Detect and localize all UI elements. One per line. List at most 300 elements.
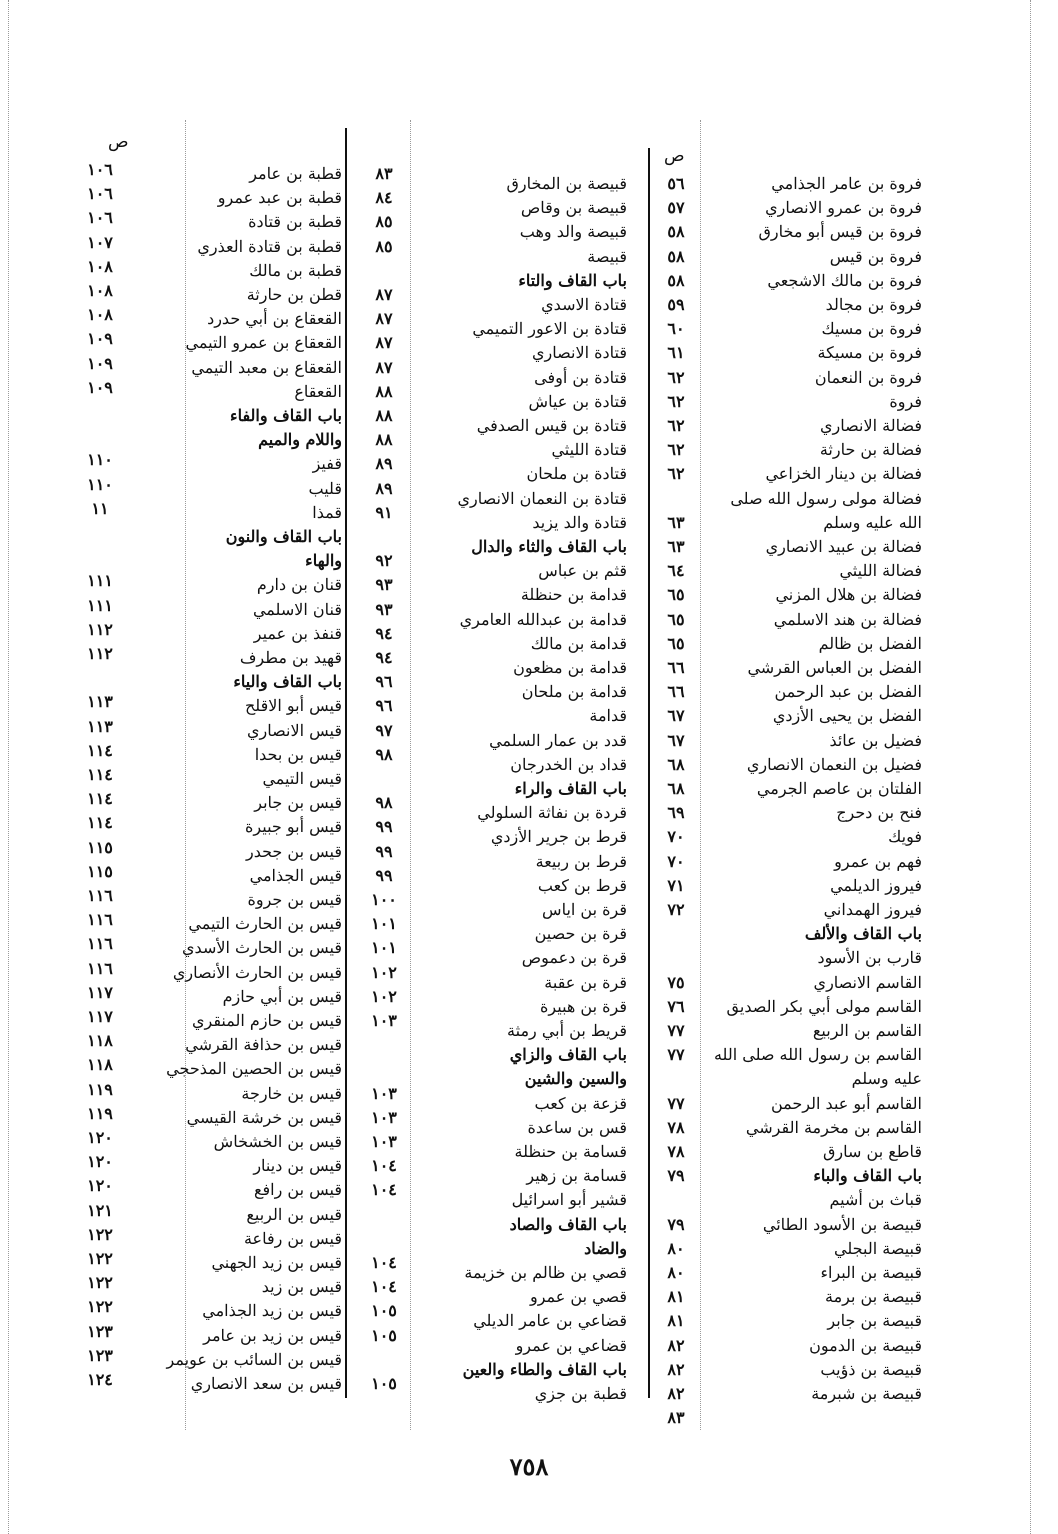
index-entry: القاسم مولى أبي بكر الصديق bbox=[726, 996, 922, 1016]
page-ref-number bbox=[654, 1067, 698, 1091]
page-ref-number: ٦٢ bbox=[667, 391, 685, 411]
index-entry: قضاعي بن عامر الديلي bbox=[473, 1311, 627, 1331]
page-ref-number: ٥٦ bbox=[667, 174, 685, 193]
page-ref-number: ٩٢ bbox=[375, 551, 393, 571]
column-rule-right bbox=[648, 148, 650, 1398]
page-ref-number: ١١٦ bbox=[87, 958, 113, 978]
page-ref-number: ١١٦ bbox=[87, 934, 113, 954]
page-ref-number: ٩٧ bbox=[375, 720, 393, 740]
index-entry: قتادة بن الاعور التميمي bbox=[472, 319, 627, 339]
page-ref-number: ١٢٢ bbox=[87, 1224, 113, 1244]
index-entry: الفضل بن العباس القرشي bbox=[747, 658, 922, 677]
index-entry: قيس بن السائب بن عويمر bbox=[166, 1349, 342, 1369]
page-ref-number bbox=[78, 400, 122, 424]
index-entry: قيس بن الخشخاش bbox=[213, 1132, 342, 1151]
index-entry: قتادة والد يزيد bbox=[532, 512, 627, 532]
index-entry: قيس الجذامي bbox=[249, 865, 342, 885]
index-entry: قيس بن بحدا bbox=[254, 744, 342, 764]
page-ref-number: ١٠٣ bbox=[371, 1011, 397, 1030]
index-entry: قرة بن هبيرة bbox=[540, 996, 627, 1016]
index-entry: قيس بن سعد الانصاري bbox=[190, 1374, 342, 1393]
index-entry: القاسم الانصاري bbox=[813, 972, 922, 992]
index-entry: قضاعي بن عمرو bbox=[515, 1335, 627, 1355]
index-entry: القاسم أبو عبد الرحمن bbox=[770, 1093, 922, 1113]
page-ref-number: ٨٧ bbox=[375, 309, 393, 329]
index-entry: قنفذ بن عمير bbox=[253, 623, 342, 643]
index-entry: قبيصة بن البراء bbox=[820, 1263, 922, 1282]
section-heading: والهاء bbox=[305, 551, 342, 571]
page-ref-number: ٥٧ bbox=[667, 198, 685, 218]
page-ref-number: ٦٨ bbox=[667, 754, 685, 774]
index-entry: قطبة بن جزي bbox=[534, 1384, 627, 1403]
index-entry: قباث بن أشيم bbox=[829, 1190, 922, 1210]
index-entry: فضالة بن هلال المزني bbox=[775, 585, 922, 605]
page-ref-number: ١١١ bbox=[87, 595, 113, 615]
page-numbers-column-4 bbox=[78, 158, 138, 1398]
page-ref-number: ٧٧ bbox=[667, 1021, 685, 1040]
page-ref-number: ٨١ bbox=[667, 1287, 685, 1307]
page-ref-number: ٧٧ bbox=[667, 1093, 685, 1113]
page-ref-number bbox=[654, 487, 698, 511]
index-entry: قيس أبو الاقلح bbox=[244, 696, 342, 716]
index-entry: فضالة مولى رسول الله صلى bbox=[730, 488, 922, 508]
page-ref-number: ١١٧ bbox=[87, 1007, 113, 1026]
index-entry: قيس بن زيد بن عامر bbox=[203, 1325, 342, 1345]
index-entry: قيس بن رفاعة bbox=[243, 1228, 342, 1248]
index-entry: قنان بن دارم bbox=[256, 575, 342, 595]
page-ref-number: ٧٦ bbox=[667, 996, 685, 1016]
page-ref-number: ١٠٨ bbox=[87, 305, 113, 325]
section-heading: باب القاف والنون bbox=[225, 527, 342, 546]
index-entry: فروة bbox=[889, 391, 922, 411]
page-ref-number: ١٠٥ bbox=[371, 1301, 397, 1321]
index-entry: فيروز الهمداني bbox=[823, 900, 922, 919]
page-ref-number: ٦٣ bbox=[667, 537, 685, 556]
index-entry: قبيصة بن ذؤيب bbox=[820, 1359, 922, 1379]
index-entry: فضالة بن دينار الخزاعي bbox=[765, 464, 922, 484]
page-ref-number: ١٠٩ bbox=[87, 377, 113, 397]
index-entry: الفضل بن يحيى الأزدي bbox=[772, 706, 922, 726]
page-ref-number: ١١٩ bbox=[87, 1103, 113, 1123]
page-ref-number: ٧٩ bbox=[667, 1166, 685, 1186]
page-ref-number: ١٢٠ bbox=[87, 1176, 113, 1196]
index-entry: قيس بن رافع bbox=[253, 1180, 342, 1200]
page-ref-number: ٩٣ bbox=[375, 575, 393, 595]
page-ref-number bbox=[362, 1057, 406, 1081]
index-entry: قس بن ساعدة bbox=[527, 1117, 627, 1137]
page-ref-number: ٧٥ bbox=[667, 972, 685, 992]
page-ref-number bbox=[362, 1348, 406, 1372]
index-entry: قسامة بن زهير bbox=[526, 1166, 627, 1186]
page-ref-number: ١١٧ bbox=[87, 982, 113, 1002]
index-entry: القاسم بن رسول الله صلى الله bbox=[713, 1045, 922, 1065]
page-numbers-column-2 bbox=[654, 172, 698, 1428]
index-entry: قمذا bbox=[312, 502, 342, 522]
page-ref-number: ١١٨ bbox=[87, 1031, 113, 1051]
index-entry: قبيصة بن الأسود الطائي bbox=[762, 1214, 922, 1234]
page-ref-number: ٩٤ bbox=[375, 648, 393, 667]
page-ref-number: ١١٤ bbox=[87, 813, 113, 833]
page-number: ٧٥٨ bbox=[509, 1452, 549, 1481]
page-ref-number: ١١٥ bbox=[87, 837, 113, 857]
page-ref-number: ١٢٠ bbox=[87, 1128, 113, 1147]
index-entry: القعقاع bbox=[294, 381, 342, 401]
index-entry: فروة بن مالك الاشجعي bbox=[767, 270, 922, 290]
index-entry: فضالة بن هند الاسلمي bbox=[773, 609, 922, 629]
index-entry: قتادة بن قيس الصدفي bbox=[476, 416, 627, 435]
index-entry: قتادة الانصاري bbox=[532, 343, 627, 363]
index-entry: فروة بن قيس bbox=[829, 246, 922, 266]
page-ref-number: ٩٩ bbox=[375, 841, 393, 861]
page-ref-number: ٦٢ bbox=[667, 440, 685, 460]
index-entry: الله عليه وسلم bbox=[823, 512, 922, 532]
section-heading: باب القاف والصاد bbox=[509, 1214, 627, 1234]
page-ref-number: ٦٥ bbox=[667, 585, 685, 605]
index-entry: قثم بن عباس bbox=[538, 561, 627, 581]
scan-edge-right bbox=[1030, 0, 1031, 1534]
page-ref-number: ٨٢ bbox=[667, 1359, 685, 1379]
page-ref-number: ١٠٤ bbox=[371, 1156, 397, 1176]
section-heading: والسين والشين bbox=[524, 1069, 627, 1089]
index-entry: قيس بن دينار bbox=[253, 1156, 342, 1176]
page-ref-number bbox=[654, 922, 698, 946]
page-ref-number: ١١٣ bbox=[87, 692, 113, 712]
index-entry: قيس بن الحارث الأنصاري bbox=[172, 962, 342, 982]
page-ref-number bbox=[654, 946, 698, 970]
page-ref-number: ١٠٧ bbox=[87, 232, 113, 252]
index-entry: قيس بن جحدر bbox=[245, 841, 342, 861]
index-entry: قليب bbox=[308, 478, 342, 498]
page-ref-number bbox=[78, 545, 122, 569]
index-entry: قطن بن حارثة bbox=[246, 285, 342, 304]
index-entry: قتادة الليثي bbox=[551, 440, 627, 460]
index-entry: قرة بن اياس bbox=[542, 900, 627, 919]
index-entry: قتادة بن ملحان bbox=[526, 464, 627, 484]
index-entry: قطبة بن عبد عمرو bbox=[217, 188, 342, 208]
index-entry: قرط بن جرير الأزدي bbox=[490, 827, 627, 847]
index-entry: قارب بن الأسود bbox=[817, 948, 922, 968]
page-ref-number: ٦٥ bbox=[667, 633, 685, 653]
index-entry: قيس الانصاري bbox=[247, 720, 342, 740]
page-ref-number: ٨٩ bbox=[375, 478, 393, 498]
index-entry: قتادة بن أوفى bbox=[534, 367, 627, 387]
section-heading: باب القاف والفاء bbox=[230, 406, 342, 425]
page-ref-number: ١٢٣ bbox=[87, 1321, 113, 1341]
page-ref-number: ٩٣ bbox=[375, 599, 393, 619]
index-entry: فضالة بن حارثة bbox=[819, 440, 922, 460]
page-ref-number: ٨٧ bbox=[375, 357, 393, 377]
index-entry: قدامة بن مالك bbox=[530, 633, 627, 653]
index-entry: القعقاع بن معبد التيمي bbox=[191, 357, 342, 377]
index-entry: فضالة الانصاري bbox=[820, 416, 922, 435]
page-ref-number bbox=[654, 1188, 698, 1212]
page-ref-number: ١٠٣ bbox=[371, 1107, 397, 1127]
page-ref-number: ١٠٢ bbox=[371, 962, 397, 982]
page-ref-number: ٨٢ bbox=[667, 1384, 685, 1403]
page-ref-number: ٨٥ bbox=[375, 212, 393, 232]
page-ref-number: ١٠٩ bbox=[87, 353, 113, 373]
index-entry: فروة بن النعمان bbox=[814, 367, 922, 387]
index-entry: قيس بن الربيع bbox=[246, 1204, 342, 1224]
index-entry: قداد بن الخدرجان bbox=[510, 754, 627, 774]
page-ref-number bbox=[362, 767, 406, 791]
page-ref-number: ٩٨ bbox=[375, 793, 393, 813]
index-entry: عليه وسلم bbox=[851, 1069, 922, 1089]
page-ref-number: ١١١ bbox=[87, 571, 113, 591]
page-ref-number: ١١٢ bbox=[87, 619, 113, 639]
page-ref-number bbox=[362, 1203, 406, 1227]
page-ref-number: ١١٨ bbox=[87, 1055, 113, 1075]
page-ref-number: ١٠٦ bbox=[87, 208, 113, 228]
section-heading: باب القاف والألف bbox=[804, 924, 922, 944]
page-ref-number: ٧٠ bbox=[667, 827, 685, 847]
index-entry: فويك bbox=[888, 827, 922, 847]
index-entry: قرة بن حصين bbox=[534, 924, 627, 944]
index-entry: قصي بن عمرو bbox=[529, 1287, 627, 1307]
page-ref-number: ٦٩ bbox=[667, 803, 685, 823]
index-entry: قبيصة البجلي bbox=[834, 1238, 922, 1258]
page-ref-number: ١٠٤ bbox=[371, 1277, 397, 1297]
page-ref-number bbox=[362, 1033, 406, 1057]
page-label-header-right: ص bbox=[664, 146, 685, 166]
page-ref-number: ١١٢ bbox=[87, 644, 113, 663]
page-ref-number: ١٠٦ bbox=[87, 160, 113, 179]
page-ref-number: ٨٧ bbox=[375, 333, 393, 353]
page-ref-number: ٨٤ bbox=[375, 188, 393, 208]
section-heading: باب القاف والراء bbox=[514, 779, 627, 798]
index-entry: قبيصة بن الدمون bbox=[809, 1335, 922, 1355]
index-entry: الفلتان بن عاصم الجرمي bbox=[756, 779, 922, 798]
index-entry: فروة بن عمرو الانصاري bbox=[765, 198, 922, 218]
page-ref-number: ١٢٤ bbox=[87, 1370, 113, 1389]
section-heading: باب القاف والطاء والعين bbox=[462, 1359, 627, 1379]
page-ref-number: ٨٢ bbox=[667, 1335, 685, 1355]
section-heading: باب القاف والزاي bbox=[509, 1045, 627, 1065]
index-entry: قيس التيمي bbox=[262, 769, 342, 788]
index-entry: قيس بن زيد الجذامي bbox=[202, 1301, 342, 1321]
index-entry: قيس بن زيد bbox=[261, 1277, 342, 1297]
page-ref-number: ١٢٢ bbox=[87, 1249, 113, 1268]
index-entry: قرة بن عقبة bbox=[544, 972, 627, 992]
page-ref-number: ٦٢ bbox=[667, 464, 685, 484]
page-ref-number: ٩٩ bbox=[375, 865, 393, 885]
index-entry: قبيصة بن برمة bbox=[825, 1287, 922, 1307]
page-ref-number: ١٠٤ bbox=[371, 1253, 397, 1272]
section-heading: باب القاف والياء bbox=[233, 672, 342, 692]
page-ref-number: ١١٤ bbox=[87, 740, 113, 760]
page-ref-number bbox=[78, 666, 122, 690]
page-ref-number: ٧٨ bbox=[667, 1117, 685, 1137]
index-entry: قبيصة بن وقاص bbox=[520, 198, 627, 218]
index-entry: قشير أبو اسرائيل bbox=[511, 1190, 627, 1210]
index-entry: قيس بن الحارث الأسدي bbox=[182, 938, 342, 958]
index-entry: فروة بن قيس أبو مخارق bbox=[758, 222, 922, 242]
index-entry: قتادة الاسدي bbox=[541, 295, 627, 314]
index-entry: قيس بن حذافة القرشي bbox=[185, 1035, 342, 1055]
index-entry: فيروز الديلمي bbox=[830, 875, 922, 895]
page-ref-number: ٦٣ bbox=[667, 512, 685, 532]
index-entry: قرة بن دعموص bbox=[521, 948, 627, 968]
page-ref-number: ٧١ bbox=[667, 875, 685, 895]
page-ref-number: ٨١ bbox=[667, 1311, 685, 1331]
page-ref-number: ٩١ bbox=[375, 502, 393, 522]
page-ref-number: ٥٩ bbox=[667, 295, 685, 314]
page-ref-number: ٨٧ bbox=[375, 285, 393, 304]
page-ref-number: ٩٤ bbox=[375, 623, 393, 643]
page-ref-number: ١٠٥ bbox=[371, 1325, 397, 1345]
section-heading: واللام والميم bbox=[258, 430, 342, 450]
index-entry: قيس بن جروة bbox=[247, 890, 342, 909]
index-entry: فروة بن عامر الجذامي bbox=[771, 174, 922, 193]
index-entry: فروة بن مسيك bbox=[821, 319, 922, 339]
page-ref-number bbox=[362, 1227, 406, 1251]
page-ref-number: ١٠٨ bbox=[87, 256, 113, 276]
index-entry: قدامة بن حنظلة bbox=[520, 585, 627, 605]
page-ref-number: ٦٠ bbox=[667, 319, 685, 339]
index-entry: القعقاع بن أبي حدرد bbox=[207, 309, 342, 329]
page-ref-number: ١٠٠ bbox=[371, 890, 397, 909]
page-ref-number: ٩٦ bbox=[375, 696, 393, 716]
section-heading: باب القاف والتاء bbox=[518, 270, 627, 290]
page-ref-number: ١١٣ bbox=[87, 716, 113, 736]
index-entry: قزعة بن كعب bbox=[534, 1093, 627, 1113]
page-ref-number: ٨٣ bbox=[667, 1408, 685, 1428]
page-ref-number: ٦٤ bbox=[667, 561, 685, 581]
page-ref-number: ٨٨ bbox=[375, 381, 393, 401]
column-rule-left bbox=[345, 128, 347, 1398]
index-entry: فهم بن عمرو bbox=[834, 851, 922, 871]
names-column-3 bbox=[150, 162, 342, 1402]
index-entry: قصي بن ظالم بن خزيمة bbox=[464, 1263, 627, 1282]
page-ref-number: ٩٩ bbox=[375, 817, 393, 837]
index-entry: قيس بن زيد الجهني bbox=[211, 1253, 342, 1272]
index-entry: قفيز bbox=[312, 454, 342, 474]
page-ref-number: ٧٠ bbox=[667, 851, 685, 871]
index-entry: قيس بن أبي حازم bbox=[222, 986, 342, 1006]
index-entry: الفضل بن ظالم bbox=[818, 633, 922, 653]
index-entry: فضيل بن النعمان الانصاري bbox=[746, 754, 922, 774]
page-ref-number: ٥٨ bbox=[667, 246, 685, 266]
page-ref-number: ١٠١ bbox=[371, 938, 397, 958]
page-ref-number: ٧٨ bbox=[667, 1142, 685, 1161]
page-ref-number: ١٢٣ bbox=[87, 1345, 113, 1365]
page-ref-number: ١٠٣ bbox=[371, 1083, 397, 1103]
index-entry: فنح بن دحرج bbox=[836, 803, 922, 823]
index-entry: قدد بن عمار السلمي bbox=[489, 730, 627, 750]
page-numbers-column-3 bbox=[362, 162, 406, 1402]
index-entry: قيس بن الحصين المذحجي bbox=[166, 1059, 342, 1079]
index-entry: قيس بن خرشة القيسي bbox=[186, 1107, 342, 1127]
page-ref-number: ٨٠ bbox=[667, 1263, 685, 1282]
page-ref-number: ٦٦ bbox=[667, 682, 685, 702]
index-entry: قرط بن ربيعة bbox=[535, 851, 627, 871]
page-ref-number: ٩٦ bbox=[375, 672, 393, 692]
section-heading: والضاد bbox=[584, 1238, 627, 1258]
names-column-1 bbox=[700, 172, 922, 1412]
page-ref-number: ٨٥ bbox=[375, 236, 393, 256]
page-ref-number: ٨٠ bbox=[667, 1238, 685, 1258]
index-entry: فضالة الليثي bbox=[839, 561, 922, 581]
index-entry: قرط بن كعب bbox=[537, 875, 627, 895]
page-ref-number: ١٠٤ bbox=[371, 1180, 397, 1200]
page-ref-number: ١١٦ bbox=[87, 910, 113, 930]
page-ref-number: ٦٧ bbox=[667, 730, 685, 750]
index-entry: قدامة بن عبدالله العامري bbox=[459, 609, 627, 629]
index-entry: قطبة بن عامر bbox=[249, 164, 342, 183]
page-ref-number: ٨٨ bbox=[375, 430, 393, 450]
page-ref-number: ٧٧ bbox=[667, 1045, 685, 1065]
page-ref-number: ١١٠ bbox=[87, 450, 113, 470]
page-ref-number: ٦٧ bbox=[667, 706, 685, 726]
index-entry: قبيصة والد وهب bbox=[519, 222, 627, 242]
names-column-2 bbox=[405, 172, 627, 1412]
index-entry: قبيصة bbox=[587, 246, 627, 266]
page-ref-number: ١٠٥ bbox=[371, 1374, 397, 1393]
page-ref-number: ٦١ bbox=[667, 343, 685, 363]
section-heading: باب القاف والباء bbox=[813, 1166, 922, 1186]
index-entry: قبيصة بن المخارق bbox=[506, 174, 627, 193]
page-ref-number bbox=[78, 521, 122, 545]
index-entry: قتادة بن النعمان الانصاري bbox=[457, 488, 627, 508]
index-entry: قطبة بن قتادة bbox=[248, 212, 342, 232]
page-ref-number: ١٠٣ bbox=[371, 1132, 397, 1151]
page-ref-number: ١٢٢ bbox=[87, 1297, 113, 1317]
page-ref-number: ٦٢ bbox=[667, 416, 685, 435]
page-ref-number: ١٠٨ bbox=[87, 281, 113, 300]
section-heading: باب القاف والثاء والدال bbox=[471, 537, 627, 556]
index-entry: القعقاع بن عمرو التيمي bbox=[185, 333, 342, 353]
index-entry: القاسم بن مخرمة القرشي bbox=[745, 1117, 922, 1137]
page-ref-number: ١٠٩ bbox=[87, 329, 113, 349]
page-ref-number bbox=[362, 525, 406, 549]
index-entry: قيس بن خارجة bbox=[241, 1083, 342, 1103]
page-ref-number: ٦٦ bbox=[667, 658, 685, 677]
index-entry: قطبة بن مالك bbox=[249, 260, 342, 280]
index-entry: قبيصة بن شبرمة bbox=[811, 1384, 922, 1403]
page-ref-number bbox=[362, 259, 406, 283]
index-entry: قيس بن جابر bbox=[254, 793, 342, 813]
index-entry: قاطع بن سارق bbox=[823, 1142, 922, 1161]
page-ref-number bbox=[78, 424, 122, 448]
index-entry: قريط بن أبي رمثة bbox=[507, 1021, 627, 1040]
index-entry: فروة بن مجالد bbox=[825, 295, 922, 314]
index-entry: قيس بن الحارث التيمي bbox=[188, 914, 342, 934]
page-ref-number: ١٠١ bbox=[371, 914, 397, 934]
page-label-header-left: ص bbox=[108, 132, 129, 152]
page-ref-number: ٩٨ bbox=[375, 744, 393, 764]
page-ref-number: ٥٨ bbox=[667, 222, 685, 242]
page-ref-number: ٧٢ bbox=[667, 900, 685, 919]
index-entry: قبيصة بن جابر bbox=[827, 1311, 922, 1331]
index-entry: قيس أبو جبيرة bbox=[245, 817, 342, 837]
page-ref-number: ٨٩ bbox=[375, 454, 393, 474]
page-ref-number: ١١ bbox=[91, 498, 109, 518]
page-ref-number: ٧٩ bbox=[667, 1214, 685, 1234]
index-entry: فضالة بن عبيد الانصاري bbox=[765, 537, 922, 556]
page-ref-number: ١٢١ bbox=[87, 1200, 113, 1220]
page-ref-number: ١٢٠ bbox=[87, 1152, 113, 1172]
index-entry: قردة بن نفاثة السلولي bbox=[477, 803, 627, 823]
page-ref-number: ١٢٢ bbox=[87, 1273, 113, 1293]
index-entry: قدامة بن ملحان bbox=[521, 682, 627, 702]
page-ref-number: ١١٥ bbox=[87, 861, 113, 881]
page-ref-number: ١١٦ bbox=[87, 886, 113, 905]
index-entry: قنان الاسلمي bbox=[252, 599, 342, 619]
page-ref-number: ١١٩ bbox=[87, 1079, 113, 1099]
page-ref-number: ٦٥ bbox=[667, 609, 685, 629]
index-entry: قطبة بن قتادة العذري bbox=[197, 236, 342, 256]
page-ref-number: ٥٨ bbox=[667, 270, 685, 290]
